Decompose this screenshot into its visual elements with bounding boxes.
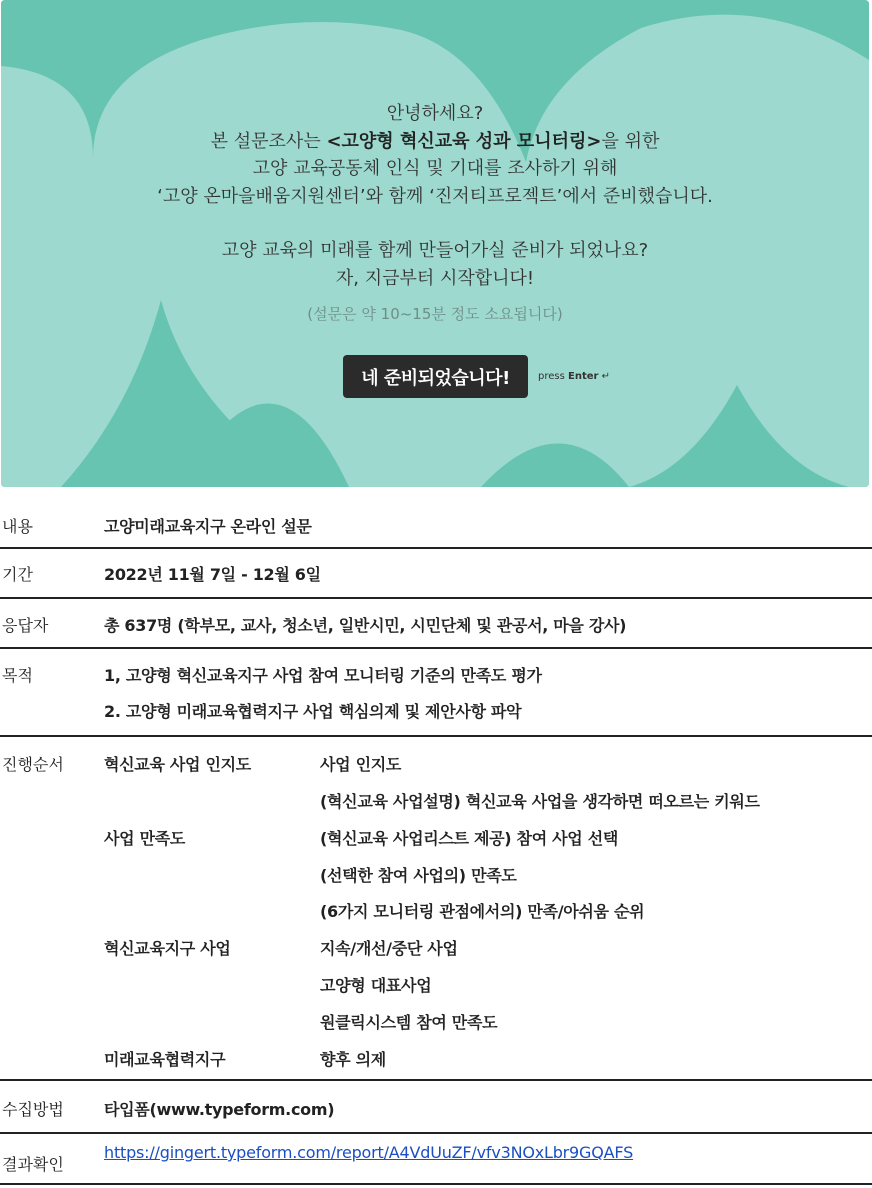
period-label: 기간 bbox=[2, 565, 33, 584]
info-row-purpose bbox=[0, 649, 872, 737]
procedure-category: 사업 만족도 bbox=[104, 829, 186, 848]
duration-note: (설문은 약 10~15분 정도 소요됩니다) bbox=[307, 305, 563, 323]
info-row-period bbox=[0, 549, 872, 599]
start-button[interactable]: 네 준비되었습니다! bbox=[343, 355, 528, 398]
info-row-procedure bbox=[0, 737, 872, 1081]
respondents-label: 응답자 bbox=[2, 616, 49, 635]
respondents-value: 총 637명 (학부모, 교사, 청소년, 일반시민, 시민단체 및 관공서, 마을 강사) bbox=[104, 616, 627, 635]
enter-icon: ↵ bbox=[601, 371, 611, 382]
survey-goal: 고양 교육공동체 인식 및 기대를 조사하기 위해 bbox=[252, 158, 618, 179]
survey-purpose bbox=[1, 128, 869, 156]
survey-info-table bbox=[0, 502, 872, 1185]
press-label: press bbox=[538, 371, 568, 382]
procedure-item: (혁신교육 사업설명) 혁신교육 사업을 생각하면 떠오르는 키워드 bbox=[320, 792, 760, 811]
purpose-title: <고양형 혁신교육 성과 모니터링> bbox=[326, 130, 602, 152]
info-row-respondents bbox=[0, 599, 872, 649]
start-message: 자, 지금부터 시작합니다! bbox=[335, 267, 535, 289]
procedure-item: 지속/개선/중단 사업 bbox=[320, 939, 458, 958]
purpose-prefix: 본 설문조사는 bbox=[210, 130, 327, 152]
period-value: 2022년 11월 7일 - 12월 6일 bbox=[104, 565, 321, 584]
procedure-item: 향후 의제 bbox=[320, 1050, 386, 1069]
report-link[interactable]: https://gingert.typeform.com/report/A4VdUuZF/vfv3NOxLbr9GQAFS bbox=[104, 1143, 634, 1162]
procedure-category: 혁신교육 사업 인지도 bbox=[104, 755, 251, 774]
info-row-method bbox=[0, 1081, 872, 1134]
result-label: 결과확인 bbox=[2, 1155, 64, 1174]
welcome-screen bbox=[1, 0, 869, 487]
method-value: 타입폼(www.typeform.com) bbox=[104, 1100, 335, 1119]
content-value: 고양미래교육지구 온라인 설문 bbox=[104, 517, 312, 536]
procedure-category: 혁신교육지구 사업 bbox=[104, 939, 231, 958]
procedure-item: 사업 인지도 bbox=[320, 755, 402, 774]
greeting: 안녕하세요? bbox=[386, 103, 484, 124]
content-label: 내용 bbox=[2, 517, 33, 536]
ready-question: 고양 교육의 미래를 함께 만들어가실 준비가 되었나요? bbox=[221, 240, 649, 261]
procedure-item: (선택한 참여 사업의) 만족도 bbox=[320, 866, 517, 885]
procedure-category: 미래교육협력지구 bbox=[104, 1050, 226, 1069]
procedure-item: 원클릭시스템 참여 만족도 bbox=[320, 1013, 498, 1032]
method-label: 수집방법 bbox=[2, 1100, 64, 1119]
purpose-label: 목적 bbox=[2, 666, 33, 685]
procedure-item: (혁신교육 사업리스트 제공) 참여 사업 선택 bbox=[320, 829, 619, 848]
enter-key-label: Enter bbox=[568, 371, 599, 382]
info-row-result bbox=[0, 1134, 872, 1185]
survey-organizers: ‘고양 온마을배움지원센터’와 함께 ‘진저티프로젝트’에서 준비했습니다. bbox=[157, 185, 713, 207]
purpose-suffix: 을 위한 bbox=[601, 130, 660, 152]
procedure-item: (6가지 모니터링 관점에서의) 만족/아쉬움 순위 bbox=[320, 902, 645, 921]
info-row-content bbox=[0, 502, 872, 549]
press-enter-hint bbox=[538, 371, 610, 382]
purpose-item: 1, 고양형 혁신교육지구 사업 참여 모니터링 기준의 만족도 평가 bbox=[104, 666, 542, 685]
purpose-item: 2. 고양형 미래교육협력지구 사업 핵심의제 및 제안사항 파악 bbox=[104, 702, 522, 721]
intro-message bbox=[1, 100, 869, 292]
procedure-item: 고양형 대표사업 bbox=[320, 976, 432, 995]
procedure-label: 진행순서 bbox=[2, 755, 64, 774]
